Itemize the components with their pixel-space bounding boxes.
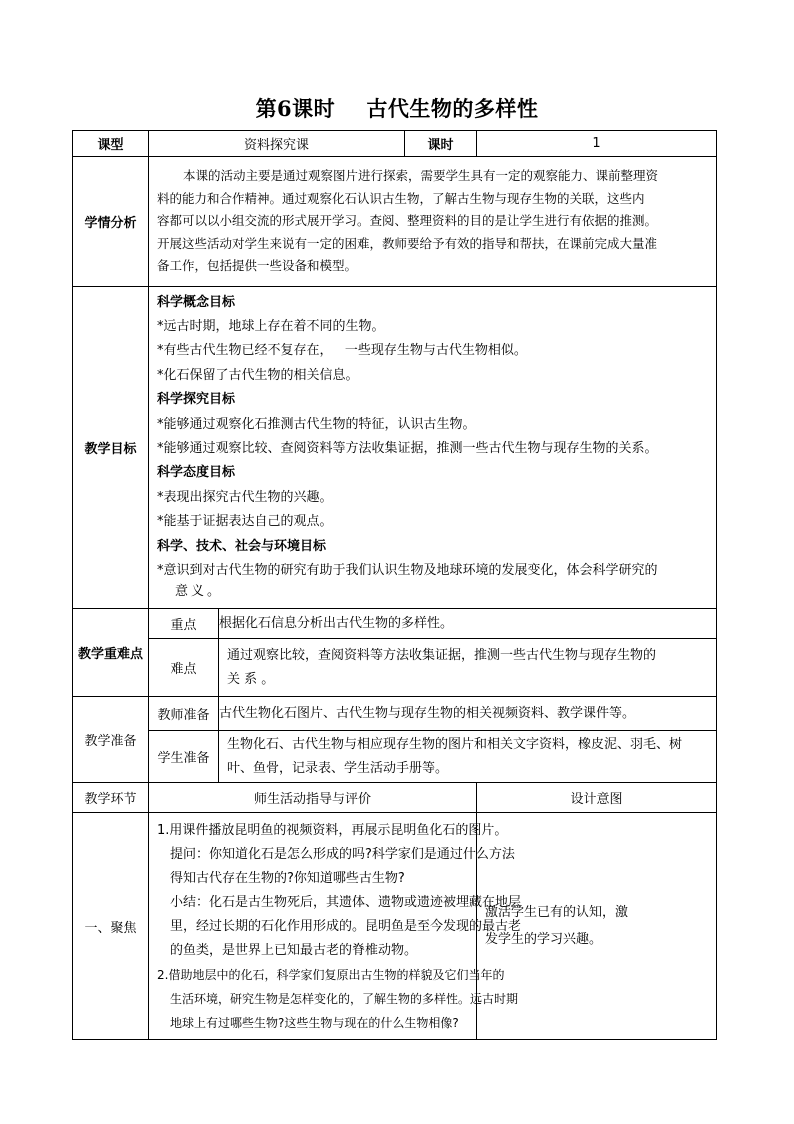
activity-line: 里，经过长期的石化作用形成的。昆明鱼是至今发现的最古老 xyxy=(170,919,522,934)
lesson-type-label: 课型 xyxy=(73,131,149,157)
page-title: 第6课时 古代生物的多样性 xyxy=(255,96,539,121)
key-points-label: 教学重难点 xyxy=(73,609,149,697)
row-key-point xyxy=(73,609,717,639)
difficult-point-line: 通过观察比较，查阅资料等方法收集证据，推测一些古代生物与现存生物的 xyxy=(227,647,657,663)
stage-focus-label: 一、聚焦 xyxy=(73,813,149,1040)
activity-line: 得知古代存在生物的?你知道哪些古生物? xyxy=(170,871,405,886)
difficult-point-line: 关 系 。 xyxy=(227,671,275,687)
goal-item: *能基于证据表达自己的观点。 xyxy=(157,514,333,530)
row-process-header xyxy=(73,783,717,813)
goal-item: *能够通过观察比较、查阅资料等方法收集证据，推测一些古代生物与现存生物的关系。 xyxy=(157,441,658,456)
stage-header: 教学环节 xyxy=(73,783,149,813)
sts-goal-title: 科学、技术、社会与环境目标 xyxy=(157,538,327,554)
key-point-text: 根据化石信息分析出古代生物的多样性。 xyxy=(219,609,717,639)
intent-line: 激活学生已有的认知，激 xyxy=(485,905,629,920)
goal-item: *有些古代生物已经不复存在， 一些现存生物与古代生物相似。 xyxy=(157,343,527,359)
key-point-label: 重点 xyxy=(149,609,219,639)
analysis-line: 开展这些活动对学生来说有一定的困难，教师要给予有效的指导和帮扶，在课前完成大量准 xyxy=(157,235,658,251)
row-lesson-type xyxy=(73,131,717,157)
analysis-line: 料的能力和合作精神。通过观察化石认识古生物，了解古生物与现存生物的关联，这些内 xyxy=(157,190,645,206)
row-step-focus xyxy=(73,813,717,1040)
student-prep-line: 生物化石、古代生物与相应现存生物的图片和相关文字资料，橡皮泥、羽毛、树 xyxy=(227,736,683,752)
activity-line: 生活环境，研究生物是怎样变化的，了解生物的多样性。远古时期 xyxy=(170,992,519,1006)
activity-line: 地球上有过哪些生物?这些生物与现在的什么生物相像? xyxy=(170,1016,459,1030)
goal-item: *化石保留了古代生物的相关信息。 xyxy=(157,367,359,383)
row-goals xyxy=(73,287,717,609)
goals-cell xyxy=(149,287,717,609)
analysis-label: 学情分析 xyxy=(73,157,149,287)
class-hours-label: 课时 xyxy=(405,131,477,157)
activity-line: 的鱼类，是世界上已知最古老的脊椎动物。 xyxy=(170,943,418,958)
attitude-goal-title: 科学态度目标 xyxy=(157,465,236,481)
intent-header: 设计意图 xyxy=(477,783,717,813)
activity-focus-cell xyxy=(149,813,522,1040)
class-hours-value: 1 xyxy=(477,131,717,157)
row-analysis xyxy=(73,157,717,287)
teacher-prep-label: 教师准备 xyxy=(149,697,219,731)
analysis-cell xyxy=(149,157,717,287)
row-teacher-prep xyxy=(73,697,717,731)
activity-header: 师生活动指导与评价 xyxy=(149,783,477,813)
analysis-paragraph xyxy=(149,165,716,278)
row-difficult-point xyxy=(73,639,717,697)
concept-goal-title: 科学概念目标 xyxy=(157,294,236,310)
row-student-prep xyxy=(73,731,717,783)
student-prep-line: 叶、鱼骨，记录表、学生活动手册等。 xyxy=(227,760,449,776)
inquiry-goal-title: 科学探究目标 xyxy=(157,392,236,408)
activity-line: 1.用课件播放昆明鱼的视频资料，再展示昆明鱼化石的图片。 xyxy=(157,823,508,838)
lesson-plan-table xyxy=(72,130,717,1040)
student-prep-label: 学生准备 xyxy=(149,731,219,783)
analysis-line: 容都可以以小组交流的形式展开学习。查阅、整理资料的目的是让学生进行有依据的推测。 xyxy=(157,213,658,229)
goal-item: *表现出探究古代生物的兴趣。 xyxy=(157,489,333,505)
goals-label: 教学目标 xyxy=(73,287,149,609)
goal-item: *能够通过观察化石推测古代生物的特征，认识古生物。 xyxy=(157,416,476,432)
analysis-line: 备工作，包括提供一些设备和模型。 xyxy=(157,258,358,274)
prep-label: 教学准备 xyxy=(73,697,149,783)
lesson-type-value: 资料探究课 xyxy=(149,131,405,157)
goal-item: *意识到对古代生物的研究有助于我们认识生物及地球环境的发展变化，体会科学研究的 xyxy=(157,563,658,579)
difficult-point-cell xyxy=(219,639,717,697)
goal-item: *远古时期，地球上存在着不同的生物。 xyxy=(157,318,385,334)
teacher-prep-text: 古代生物化石图片、古代生物与现存生物的相关视频资料、教学课件等。 xyxy=(219,697,717,731)
analysis-line: 本课的活动主要是通过观察图片进行探索，需要学生具有一定的观察能力、课前整理资 xyxy=(183,168,659,184)
activity-line: 提问：你知道化石是怎么形成的吗?科学家们是通过什么方法 xyxy=(170,847,515,862)
goal-item-continued: 意义。 xyxy=(175,584,224,600)
activity-line: 2.借助地层中的化石，科学家们复原出古生物的样貌及它们当年的 xyxy=(157,968,505,982)
intent-line: 发学生的学习兴趣。 xyxy=(485,932,603,947)
activity-line: 小结：化石是古生物死后，其遗体、遗物或遗迹被埋藏在地层 xyxy=(170,895,522,910)
student-prep-cell xyxy=(219,731,717,783)
difficult-point-label: 难点 xyxy=(149,639,219,697)
